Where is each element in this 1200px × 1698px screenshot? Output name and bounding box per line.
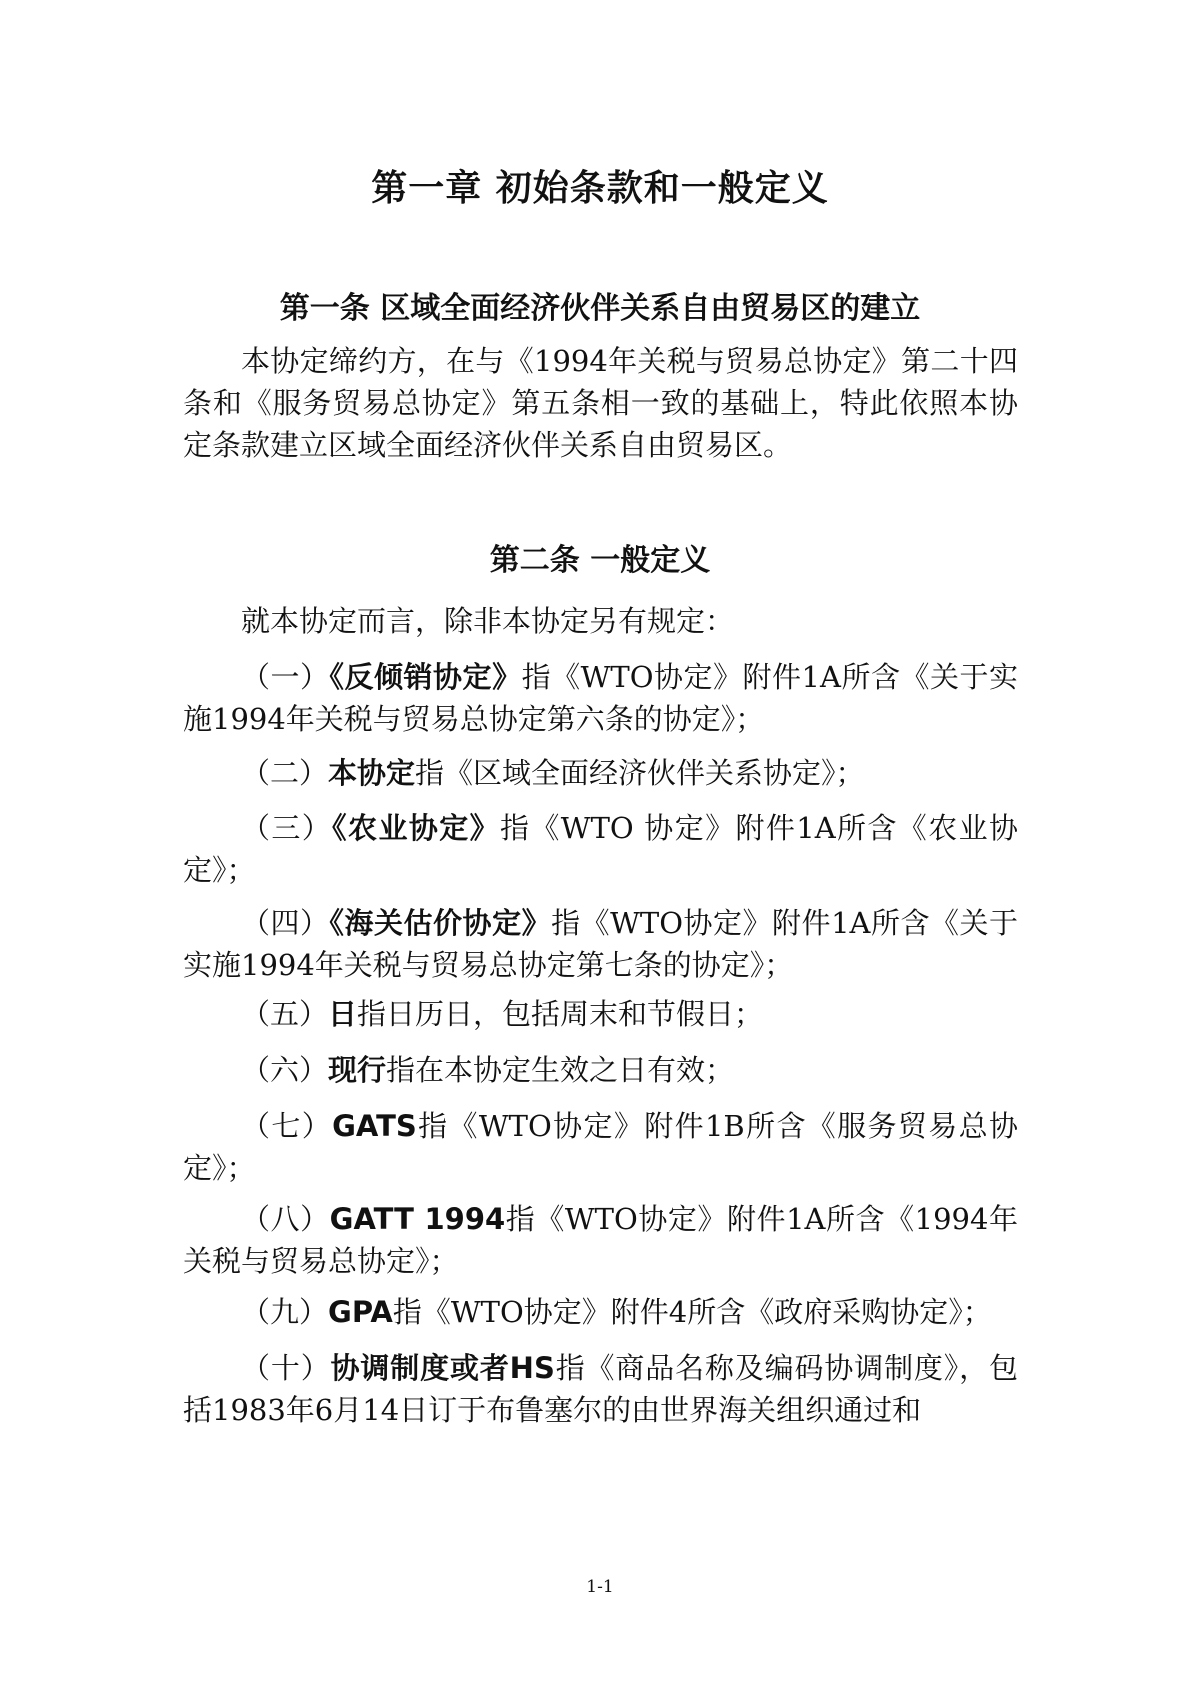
definition-text: 指《WTO协定》附件1B所含《服务贸易总协定》； <box>183 1109 1018 1185</box>
definition-text: 指在本协定生效之日有效； <box>386 1053 735 1087</box>
definition-text: 指《WTO协定》附件1A所含《关于实施1994年关税与贸易总协定第六条的协定》； <box>183 660 1018 736</box>
chapter-title: 第一章 初始条款和一般定义 <box>371 168 829 209</box>
definition-item <box>183 1198 1018 1282</box>
definition-number: （七） <box>241 1109 333 1143</box>
definition-text: 指《WTO协定》附件1A所含《关于实施1994年关税与贸易总协定第七条的协定》； <box>183 906 1018 982</box>
article-2-intro: 就本协定而言，除非本协定另有规定： <box>241 604 735 638</box>
definition-item <box>183 807 1018 891</box>
definition-item <box>183 656 1018 740</box>
definition-text: 指《商品名称及编码协调制度》，包括1983年6月14日订于布鲁塞尔的由世界海关组织通过和 <box>183 1351 1018 1427</box>
definition-number: （六） <box>241 1053 329 1087</box>
definition-text: 指《WTO协定》附件4所含《政府采购协定》； <box>392 1295 992 1329</box>
definition-item <box>183 902 1018 986</box>
definition-term: 协调制度或者HS <box>330 1351 555 1385</box>
definition-term: 现行 <box>328 1053 387 1087</box>
definition-number: （五） <box>241 997 329 1031</box>
definition-text: 指日历日，包括周末和节假日； <box>357 997 764 1031</box>
definition-number: （四） <box>241 906 330 940</box>
definition-term: 《反倾销协定》 <box>329 660 522 694</box>
definition-term: 《海关估价协定》 <box>329 906 552 940</box>
article-1-paragraph: 本协定缔约方，在与《1994年关税与贸易总协定》第二十四条和《服务贸易总协定》第五条相一致的基础上，特此依照本协定条款建立区域全面经济伙伴关系自由贸易区。 <box>183 344 1018 462</box>
definition-item <box>183 1049 1018 1091</box>
definition-term: GPA <box>328 1295 393 1329</box>
definition-number: （十） <box>241 1351 331 1385</box>
definition-term: 日 <box>328 997 358 1031</box>
definition-term: 《农业协定》 <box>332 811 500 845</box>
definition-number: （三） <box>241 811 333 845</box>
definition-number: （八） <box>241 1202 330 1236</box>
definition-item <box>183 993 1018 1035</box>
definition-number: （二） <box>241 756 329 790</box>
definition-text: 指《WTO 协定》附件1A所含《农业协定》； <box>183 811 1018 887</box>
definition-text: 指《区域全面经济伙伴关系协定》； <box>415 756 865 790</box>
definition-term: GATT 1994 <box>329 1202 506 1236</box>
page-number: 1-1 <box>586 1577 614 1597</box>
definition-item <box>183 1347 1018 1431</box>
definition-item <box>183 1291 1018 1333</box>
definition-number: （一） <box>241 660 330 694</box>
definition-item <box>183 1105 1018 1189</box>
article-1-title: 第一条 区域全面经济伙伴关系自由贸易区的建立 <box>279 291 921 326</box>
definition-term: GATS <box>332 1109 417 1143</box>
definition-text: 指《WTO协定》附件1A所含《1994年关税与贸易总协定》； <box>183 1202 1018 1278</box>
definition-term: 本协定 <box>328 756 416 790</box>
article-2-title: 第二条 一般定义 <box>489 543 711 578</box>
definition-item <box>183 752 1018 794</box>
definition-number: （九） <box>241 1295 329 1329</box>
